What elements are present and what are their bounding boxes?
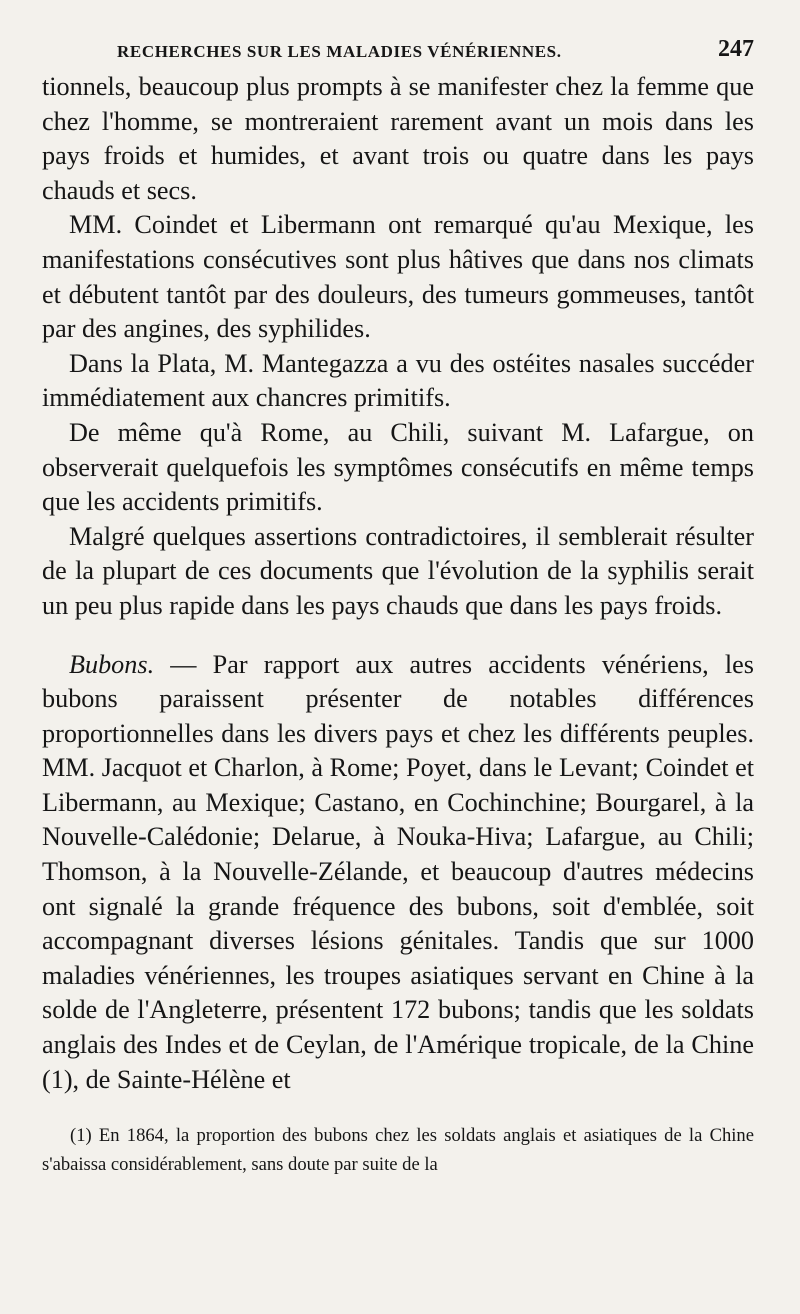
paragraph-bubons	[42, 648, 754, 1098]
bubons-text: — Par rapport aux autres accidents vénériens, les bubons paraissent présenter de notables différences proportionnelles dans les divers pays et chez les différents peuples. MM. Jacquot et Charlon, à Rome; Poyet, dans le Levant; Coindet et Libermann, au Mexique; Castano, en Cochinchine; Bourgarel, à la Nouvelle-Calédonie; Delarue, à Nouka-Hiva; Lafargue, au Chili; Thomson, à la Nouvelle-Zélande, et beaucoup d'autres médecins ont signalé la grande fréquence des bubons, soit d'emblée, soit accompagnant diverses lésions génitales. Tandis que sur 1000 maladies vénériennes, les troupes asiatiques servant en Chine à la solde de l'Angleterre, présentent 172 bubons; tandis que les soldats anglais des Indes et de Ceylan, de l'Amérique tropicale, de la Chine (1), de Sainte-Hélène et	[42, 649, 754, 1094]
page-number: 247	[718, 36, 754, 62]
paragraph-conclusion: Malgré quelques assertions contradictoires, il semblerait résulter de la plupart de ces documents que l'évolution de la syphilis serait un peu plus rapide dans les pays chauds que dans les pays froids.	[42, 521, 754, 620]
running-title: RECHERCHES SUR LES MALADIES VÉNÉRIENNES.	[117, 42, 562, 61]
running-header	[42, 30, 754, 70]
footnote-separator	[42, 1097, 754, 1107]
paragraph-chili: De même qu'à Rome, au Chili, suivant M. Lafargue, on observerait quelquefois les symptômes consécutifs en même temps que les accidents primitifs.	[42, 417, 754, 517]
paragraph-plata: Dans la Plata, M. Mantegazza a vu des ostéites nasales succéder immédiatement aux chancres primitifs.	[42, 348, 754, 413]
footnote	[42, 1121, 754, 1179]
footnote-text: (1) En 1864, la proportion des bubons chez les soldats anglais et asiatiques de la Chine s'abaissa considérablement, sans doute par suite de la	[42, 1125, 754, 1176]
paragraph-mexique: MM. Coindet et Libermann ont remarqué qu'au Mexique, les manifestations consécutives sont plus hâtives que dans nos climats et débutent tantôt par des douleurs, des tumeurs gommeuses, tantôt par des angines, des syphilides.	[42, 210, 754, 344]
paragraph-continued: tionnels, beaucoup plus prompts à se manifester chez la femme que chez l'homme, se montreraient rarement avant un mois dans les pays froids et humides, et avant trois ou quatre dans les pays chauds et secs.	[42, 72, 754, 205]
body-text	[42, 70, 754, 1097]
section-heading-bubons: Bubons.	[69, 649, 155, 679]
